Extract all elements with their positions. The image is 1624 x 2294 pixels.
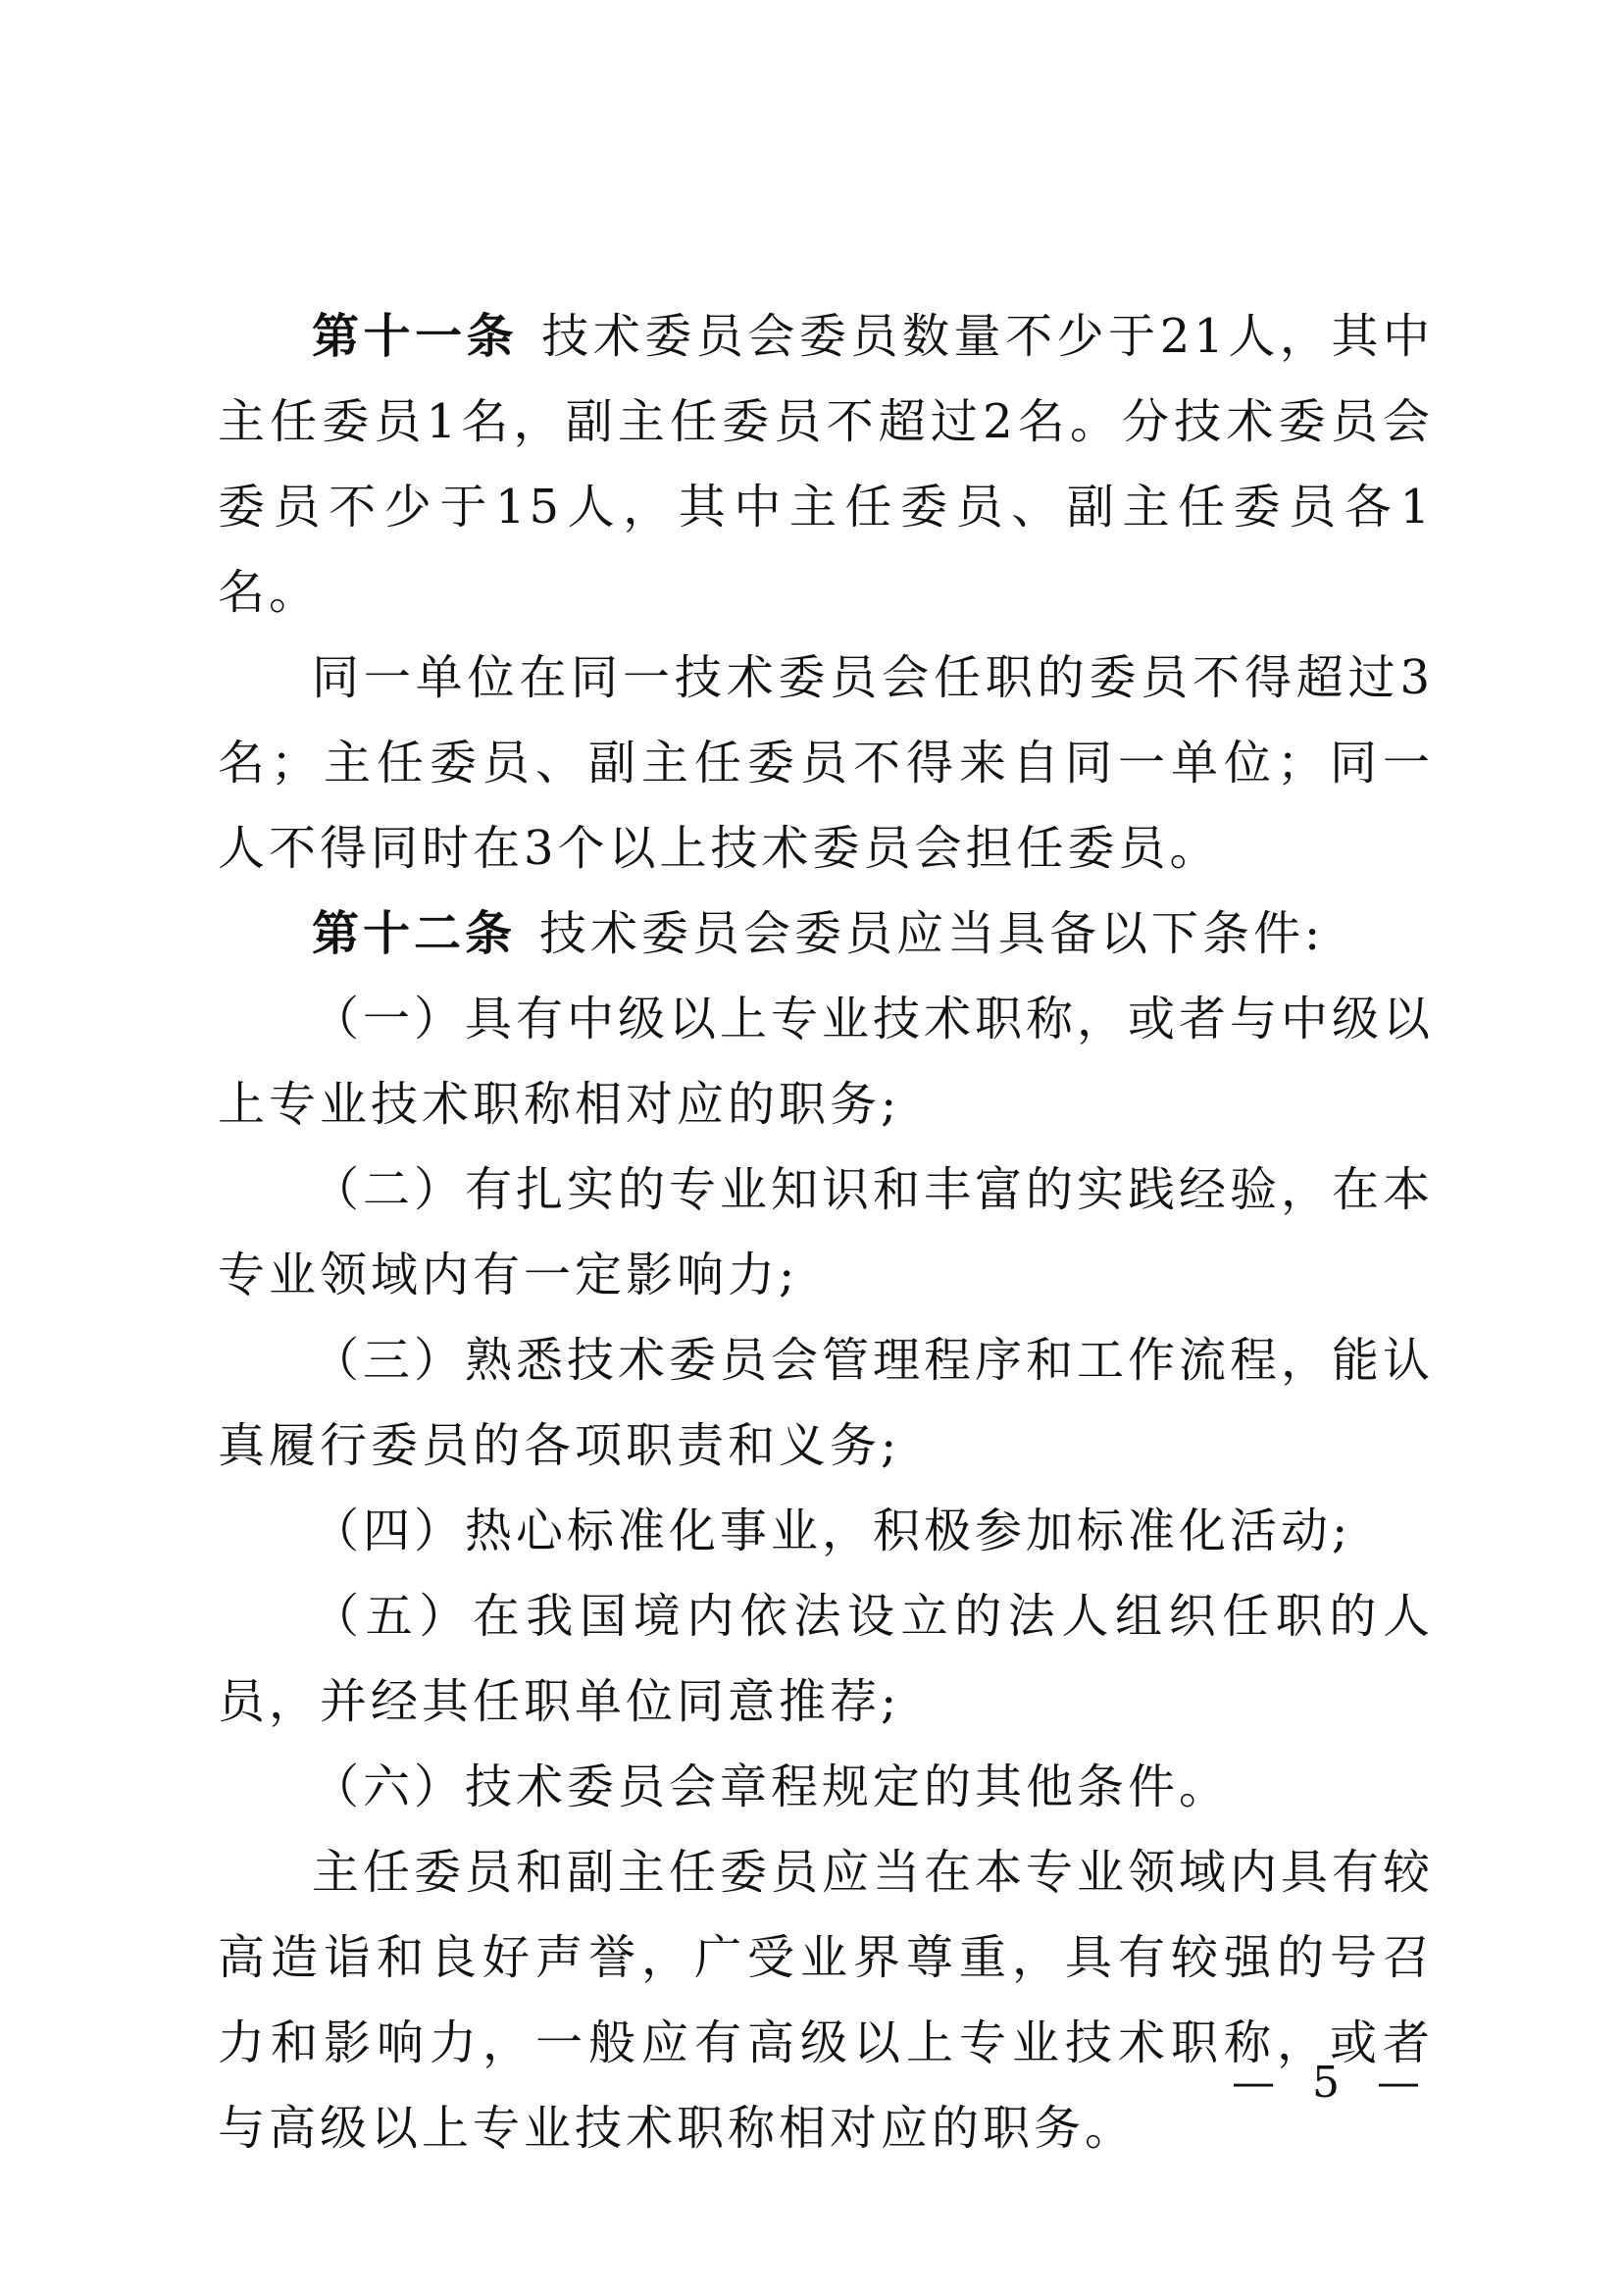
- article-12-label: 第十二条: [312, 906, 517, 961]
- article-12-paragraph: [218, 892, 1434, 977]
- article-11-text: 技术委员会委员数量不少于21人，其中主任委员1名，副主任委员不超过2名。分技术委员会委员不少于15人，其中主任委员、副主任委员各1名。: [218, 309, 1434, 620]
- document-body: [218, 294, 1434, 2171]
- article-11-paragraph: [218, 294, 1434, 636]
- condition-item-3: （三）熟悉技术委员会管理程序和工作流程，能认真履行委员的各项职责和义务;: [218, 1333, 1435, 1473]
- article-12-closing-paragraph: 主任委员和副主任委员应当在本专业领域内具有较高造诣和良好声誉，广受业界尊重，具有较强的号召力和影响力，一般应有高级以上专业技术职称，或者与高级以上专业技术职称相对应的职务。: [218, 1845, 1435, 2156]
- condition-item-5: （五）在我国境内依法设立的法人组织任职的人员，并经其任职单位同意推荐;: [218, 1589, 1434, 1729]
- article-11-label: 第十一条: [312, 309, 519, 364]
- condition-item-2: （二）有扎实的专业知识和丰富的实践经验，在本专业领域内有一定影响力;: [218, 1162, 1435, 1302]
- condition-item-4: （四）热心标准化事业，积极参加标准化活动;: [312, 1504, 1352, 1558]
- article-11-paragraph-2: 同一单位在同一技术委员会任职的委员不得超过3名；主任委员、副主任委员不得来自同一单位；同一人不得同时在3个以上技术委员会担任委员。: [218, 650, 1434, 876]
- article-12-intro: 技术委员会委员应当具备以下条件:: [539, 906, 1325, 961]
- condition-item-1: （一）具有中级以上专业技术职称，或者与中级以上专业技术职称相对应的职务;: [218, 992, 1435, 1132]
- page-number: — 5 —: [1232, 2058, 1432, 2108]
- condition-item-6: （六）技术委员会章程规定的其他条件。: [312, 1759, 1231, 1814]
